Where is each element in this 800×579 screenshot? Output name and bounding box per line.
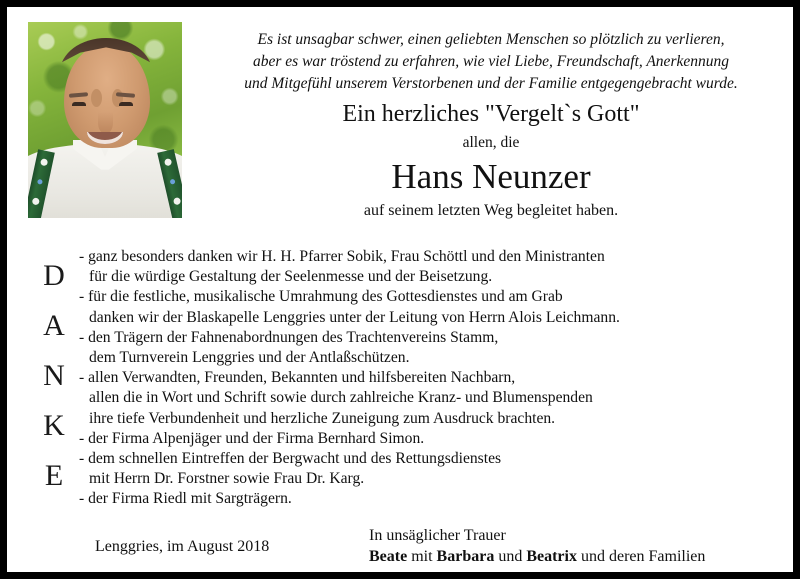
mourners-names — [369, 546, 705, 567]
intro-paragraph — [192, 29, 790, 95]
thanks-item-lead: - für die festliche, musikalische Umrahmung des Gottesdienstes und am Grab — [79, 287, 791, 307]
danke-letter-k: K — [43, 409, 65, 442]
danke-letter-d: D — [43, 259, 65, 292]
thanks-item-lead: - ganz besonders danken wir H. H. Pfarrer Sobik, Frau Schöttl und den Ministranten — [79, 247, 791, 267]
thanks-item-continuation: mit Herrn Dr. Forstner sowie Frau Dr. Karg. — [89, 470, 365, 488]
portrait-nose — [98, 112, 113, 134]
danke-letter-n: N — [43, 359, 65, 392]
mourning-label: In unsäglicher Trauer — [369, 527, 506, 544]
thanks-item-continuation: danken wir der Blaskapelle Lenggries unter der Leitung von Herrn Alois Leichmann. — [89, 308, 620, 326]
danke-letter-e: E — [44, 459, 64, 492]
allen-die-label: allen, die — [462, 134, 520, 151]
mourner-connector-1: mit — [407, 548, 437, 565]
mourners-suffix: und deren Familien — [576, 548, 706, 565]
mourner-name-2: Barbara — [436, 548, 495, 565]
thanks-item-continuation: dem Turnverein Lenggries und der Antlaßschützen. — [89, 349, 410, 367]
portrait-photo-background — [28, 22, 182, 218]
mourner-name-3: Beatrix — [526, 548, 577, 565]
mourner-name-1: Beate — [369, 548, 408, 565]
thanks-item-continuation: für die würdige Gestaltung der Seelenmesse und der Beisetzung. — [89, 268, 493, 286]
portrait-photo — [28, 22, 182, 218]
thanks-item-continuation: ihre tiefe Verbundenheit und herzliche Zuneigung zum Ausdruck brachten. — [89, 409, 556, 427]
danke-vertical-word — [34, 251, 74, 501]
thanks-item-lead: - dem schnellen Eintreffen der Bergwacht und des Rettungsdienstes — [79, 449, 791, 469]
intro-line-1: Es ist unsagbar schwer, einen geliebten Menschen so plötzlich zu verlieren, — [257, 31, 725, 48]
thanks-list — [79, 247, 791, 510]
deceased-name: Hans Neunzer — [391, 157, 591, 196]
thanks-item-lead: - der Firma Riedl mit Sargträgern. — [79, 489, 791, 509]
mourners-block — [369, 525, 705, 567]
closing-line: auf seinem letzten Weg begleitet haben. — [363, 202, 619, 219]
thanks-item-lead: - der Firma Alpenjäger und der Firma Bernhard Simon. — [79, 429, 791, 449]
portrait-ear-left — [91, 89, 102, 107]
place-and-date: Lenggries, im August 2018 — [95, 538, 270, 555]
intro-line-2: aber es war tröstend zu erfahren, wie viel Liebe, Freundschaft, Anerkennung — [253, 53, 729, 70]
thanks-item-lead: - allen Verwandten, Freunden, Bekannten und hilfsbereiten Nachbarn, — [79, 368, 791, 388]
intro-line-3: und Mitgefühl unserem Verstorbenen und der Familie entgegengebracht wurde. — [244, 75, 738, 92]
thanks-heading: Ein herzliches "Vergelt`s Gott" — [342, 101, 640, 127]
portrait-eye-left — [72, 102, 86, 106]
thanks-item-continuation: allen die in Wort und Schrift sowie durch zahlreiche Kranz- und Blumenspenden — [89, 389, 593, 407]
portrait-eye-right — [119, 102, 133, 106]
thanks-item-lead: - den Trägern der Fahnenabordnungen des Trachtenvereins Stamm, — [79, 328, 791, 348]
danke-letter-a: A — [43, 309, 65, 342]
mourner-connector-2: und — [494, 548, 527, 565]
